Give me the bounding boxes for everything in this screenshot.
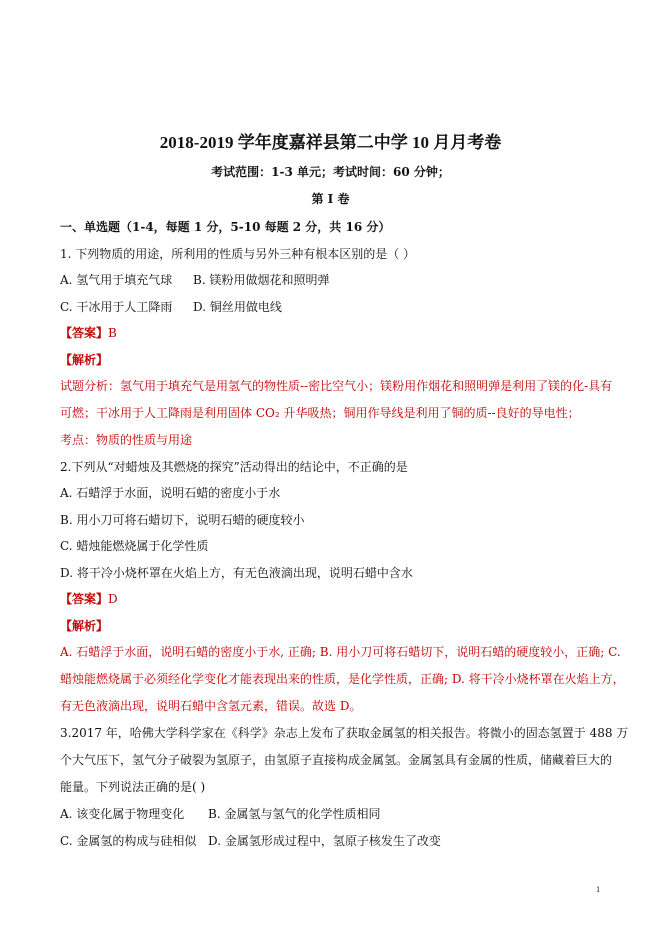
q2-analysis-line-1: A. 石蜡浮于水面，说明石蜡的密度小于水, 正确; B. 用小刀可将石蜡切下，说明石蜡的硬度较小，正确; C. bbox=[60, 645, 621, 659]
q2-option-a: A. 石蜡浮于水面，说明石蜡的密度小于水 bbox=[60, 486, 281, 500]
q2-option-d: D. 将干冷小烧杯罩在火焰上方，有无色液滴出现，说明石蜡中含水 bbox=[60, 565, 413, 580]
q1-answer bbox=[60, 320, 605, 347]
q3-option-c: C. 金属氢的构成与硅相似 bbox=[60, 833, 197, 848]
q3-option-d: D. 金属氢形成过程中，氢原子核发生了改变 bbox=[208, 833, 441, 848]
q1-stem: 1. 下列物质的用途，所利用的性质与另外三种有根本区别的是（ ） bbox=[60, 246, 416, 261]
q1-analysis-line-2: 可燃；干冰用于人工降雨是利用固体 CO₂ 升华吸热；铜用作导线是利用了铜的质--良好的导电性； bbox=[60, 406, 580, 420]
page-number: 1 bbox=[596, 886, 601, 894]
q1-analysis-tag: 【解析】 bbox=[60, 352, 109, 367]
q2-answer-tag: 【答案】 bbox=[60, 592, 109, 606]
q3-stem-line-1: 3.2017 年，哈佛大学科学家在《科学》杂志上发布了获取金属氢的相关报告。将微小的固态氢置于 488 万 bbox=[60, 726, 629, 740]
q2-answer bbox=[60, 586, 605, 613]
q1-option-b: B. 镁粉用做烟花和照明弹 bbox=[193, 273, 330, 287]
q2-option-b: B. 用小刀可将石蜡切下，说明石蜡的硬度较小 bbox=[60, 512, 305, 527]
q3-option-a: A. 该变化属于物理变化 bbox=[60, 807, 185, 821]
q1-answer-tag: 【答案】 bbox=[60, 326, 109, 340]
q1-options-cd bbox=[60, 294, 605, 321]
exam-info: 考试范围：1-3 单元；考试时间：60 分钟； bbox=[211, 165, 450, 179]
q1-option-d: D. 铜丝用做电线 bbox=[193, 299, 282, 314]
q1-options-ab bbox=[60, 267, 605, 294]
q2-answer-value: D bbox=[108, 592, 118, 606]
q2-analysis-tag: 【解析】 bbox=[60, 618, 109, 633]
q1-answer-value: B bbox=[108, 326, 117, 340]
q1-kaodian: 考点：物质的性质与用途 bbox=[60, 433, 193, 447]
part-label: 第 I 卷 bbox=[311, 192, 350, 206]
q1-option-c: C. 干冰用于人工降雨 bbox=[60, 299, 173, 314]
q3-stem-line-2: 个大气压下，氢气分子破裂为氢原子，由氢原子直接构成金属氢。金属氢具有金属的性质，储藏着巨大的 bbox=[60, 753, 613, 767]
q3-stem-line-3: 能量。下列说法正确的是( ) bbox=[60, 780, 206, 794]
q2-option-c: C. 蜡烛能燃烧属于化学性质 bbox=[60, 539, 209, 553]
q3-options-cd bbox=[60, 828, 605, 855]
section-heading: 一、单选题（1-4，每题 1 分，5-10 每题 2 分，共 16 分） bbox=[60, 220, 391, 234]
q3-options-ab bbox=[60, 801, 605, 828]
exam-title: 2018-2019 学年度嘉祥县第二中学 10 月月考卷 bbox=[159, 133, 502, 152]
q2-stem: 2.下列从“对蜡烛及其燃烧的探究”活动得出的结论中，不正确的是 bbox=[60, 459, 408, 474]
q1-analysis-line-1: 试题分析：氢气用于填充气是用氢气的物性质--密比空气小；镁粉用作烟花和照明弹是利用了镁的化-具有 bbox=[60, 379, 613, 393]
q2-analysis-line-2: 蜡烛能燃烧属于必须经化学变化才能表现出来的性质，是化学性质，正确; D. 将干冷小烧杯罩在火焰上方， bbox=[60, 672, 625, 686]
exam-content bbox=[60, 214, 629, 854]
q1-option-a: A. 氢气用于填充气球 bbox=[60, 273, 173, 287]
q2-analysis-line-3: 有无色液滴出现，说明石蜡中含氢元素，错误。故选 D。 bbox=[60, 699, 362, 713]
q3-option-b: B. 金属氢与氢气的化学性质相同 bbox=[208, 807, 381, 821]
